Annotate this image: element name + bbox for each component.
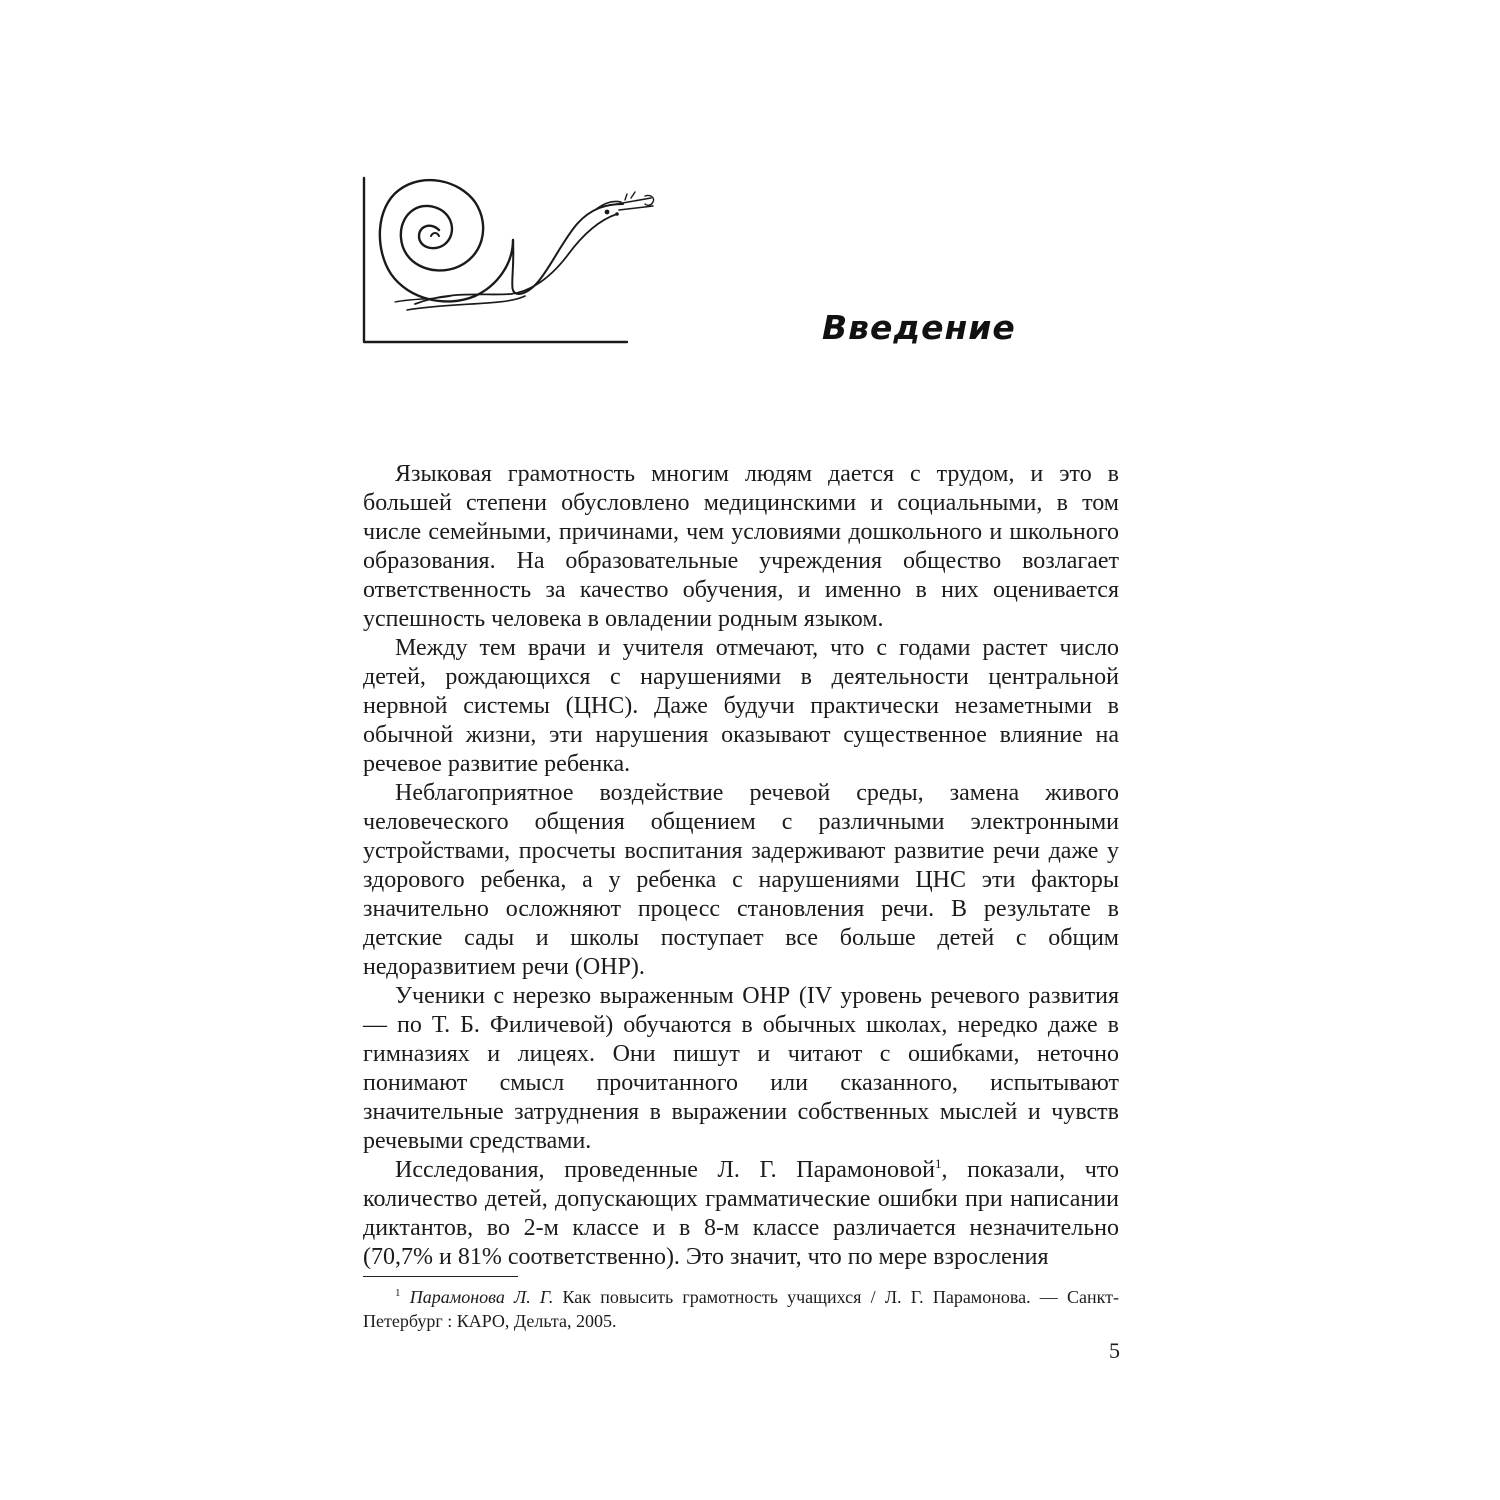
chapter-title: Введение	[822, 308, 1016, 347]
footnote-author: Парамонова Л. Г.	[409, 1287, 554, 1307]
footnote-number: 1	[395, 1287, 401, 1299]
paragraph: Языковая грамотность многим людям дается с трудом, и это в большей степени обусловлено медицинскими и социальными, в том числе семейными, причинами, чем условиями дошкольного и школьного образования. На образовательные учреждения общество возлагает ответственность за качество обучения, и именно в них оценивается успешность человека в овладении родным языком.	[363, 461, 1119, 632]
snail-icon	[355, 170, 675, 350]
footnote	[363, 1285, 1119, 1333]
paragraph-text-after: , показали, что количество детей, допускающих грамматические ошибки при написании диктантов, во 2-м классе и в 8-м классе различается незначительно (70,7% и 81% соответственно). Это значит, что по мере взросления	[363, 1157, 1119, 1270]
footnote-text: Как повысить грамотность учащихся / Л. Г. Парамонова. — Санкт-Петербург : КАРО, Дельта, 2005.	[363, 1287, 1120, 1331]
paragraph: Неблагоприятное воздействие речевой среды, замена живого человеческого общения общением с различными электронными устройствами, просчеты воспитания задерживают развитие речи даже у здорового ребенка, а у ребенка с нарушениями ЦНС эти факторы значительно осложняют процесс становления речи. В результате в детские сады и школы поступает все больше детей с общим недоразвитием речи (ОНР).	[363, 780, 1119, 980]
footnote-reference[interactable]: 1	[934, 1156, 942, 1171]
paragraph: Между тем врачи и учителя отмечают, что с годами растет число детей, рождающихся с нарушениями в деятельности центральной нервной системы (ЦНС). Даже будучи практически незаметными в обычной жизни, эти нарушения оказывают существенное влияние на речевое развитие ребенка.	[363, 635, 1119, 777]
paragraph: Ученики с нерезко выраженным ОНР (IV уровень речевого развития — по Т. Б. Филичевой) обучаются в обычных школах, нередко даже в гимназиях и лицеях. Они пишут и читают с ошибками, неточно понимают смысл прочитанного или сказанного, испытывают значительные затруднения в выражении собственных мыслей и чувств речевыми средствами.	[363, 983, 1119, 1154]
footnote-divider	[363, 1276, 518, 1277]
snail-eye	[605, 210, 610, 215]
body-text	[363, 460, 1119, 1272]
paragraph-text-before: Исследования, проведенные Л. Г. Парамоновой	[395, 1157, 935, 1183]
paragraph	[363, 1156, 1119, 1272]
page-number: 5	[1109, 1338, 1120, 1363]
